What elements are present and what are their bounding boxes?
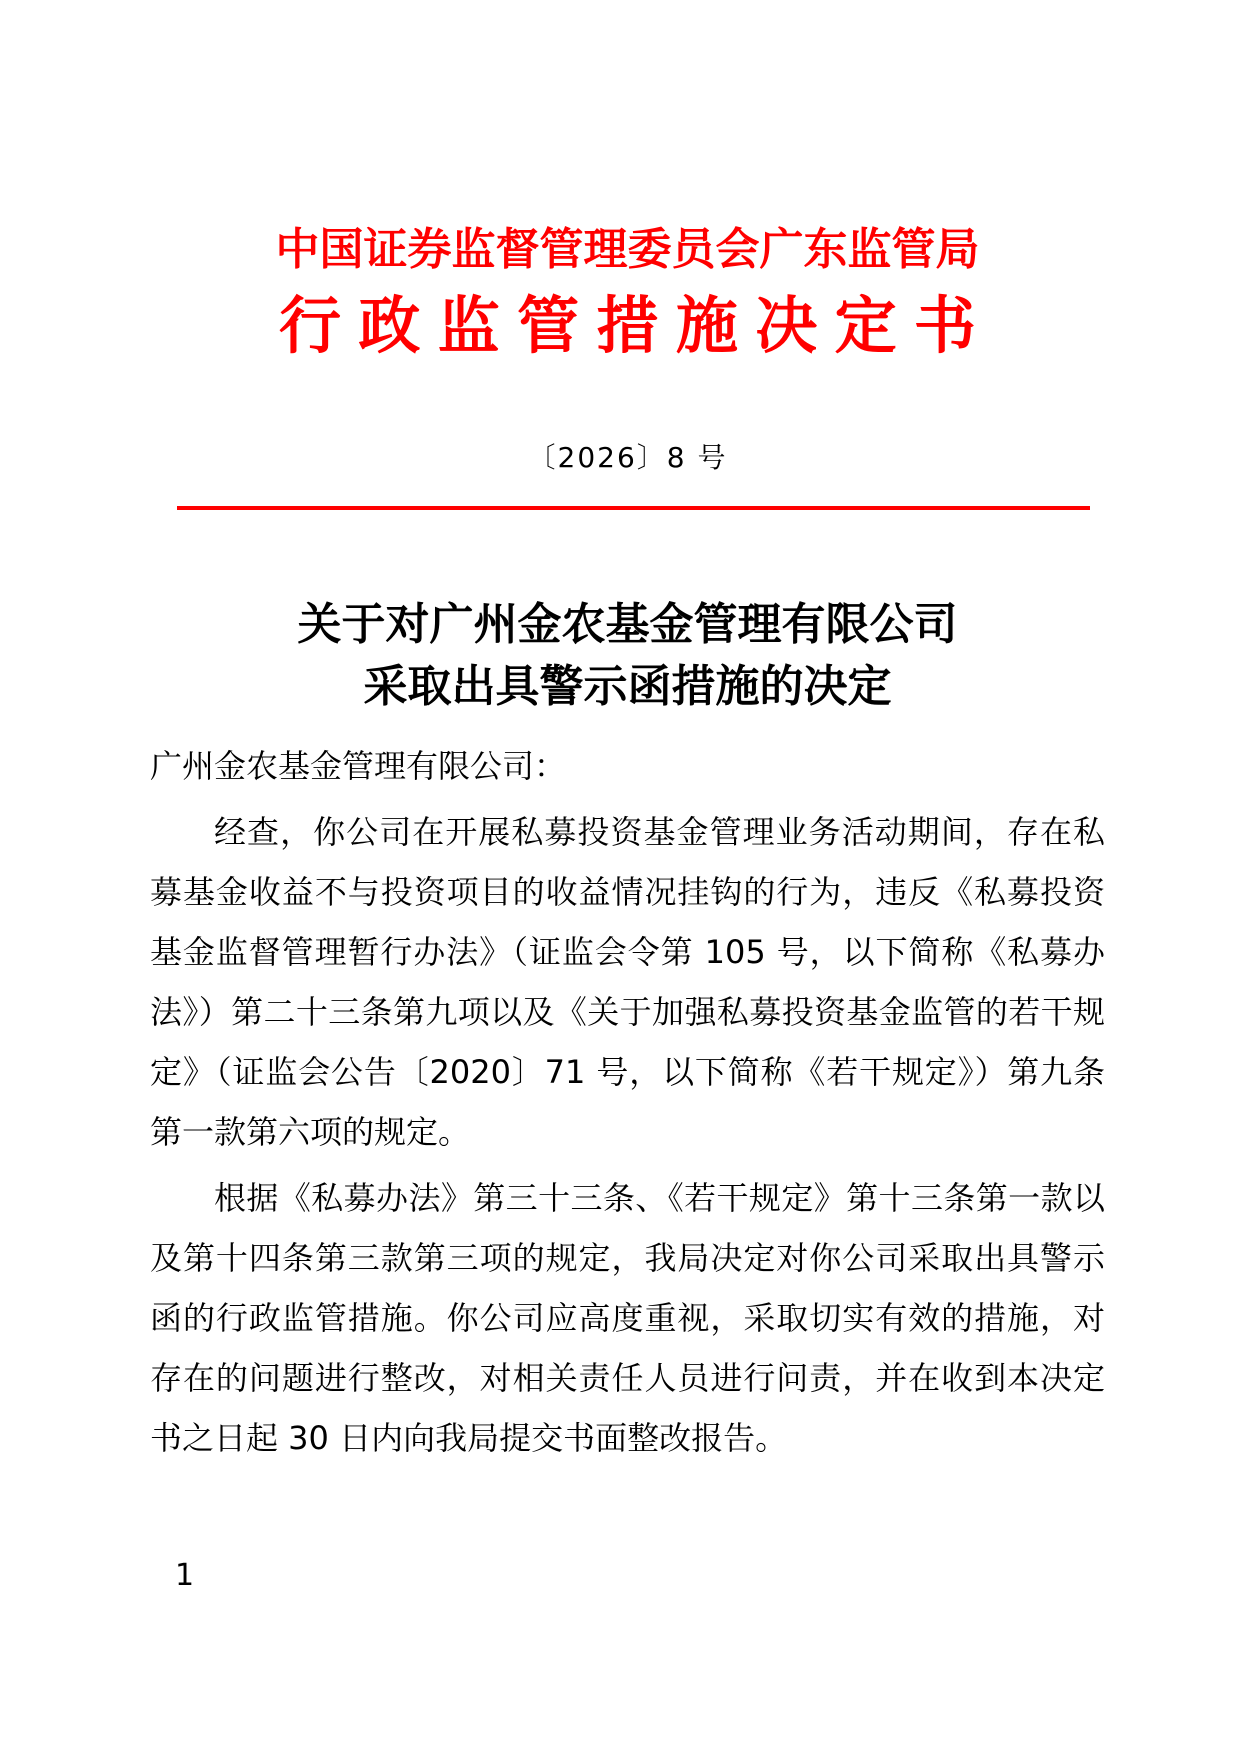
subject-heading-line-2: 采取出具警示函措施的决定 — [363, 660, 892, 712]
issuer-title: 中国证券监督管理委员会广东监管局 — [275, 224, 980, 275]
subject-heading — [150, 594, 1105, 718]
document-number: 〔2026〕8 号 — [527, 440, 728, 474]
page-number: 1 — [175, 1558, 195, 1593]
body-paragraph-1: 经查，你公司在开展私募投资基金管理业务活动期间，存在私募基金收益不与投资项目的收益情况挂钩的行为，违反《私募投资基金监督管理暂行办法》（证监会令第 105 号，以下简称《私募办法》）第二十三条第九项以及《关于加强私募投资基金监管的若干规定》（证监会公告〔2020〕71 号，以下简称《若干规定》）第九条第一款第六项的规定。 — [150, 812, 1105, 1151]
body-paragraph-2: 根据《私募办法》第三十三条、《若干规定》第十三条第一款以及第十四条第三款第三项的规定，我局决定对你公司采取出具警示函的行政监管措施。你公司应高度重视，采取切实有效的措施，对存在的问题进行整改，对相关责任人员进行问责，并在收到本决定书之日起 30 日内向我局提交书面整改报告。 — [150, 1178, 1105, 1457]
document-type-title: 行政监管措施决定书 — [279, 288, 994, 362]
salutation: 广州金农基金管理有限公司： — [150, 746, 567, 785]
subject-heading-line-1: 关于对广州金农基金管理有限公司 — [297, 598, 958, 650]
red-divider-line — [177, 506, 1090, 510]
document-content — [0, 225, 1241, 1468]
